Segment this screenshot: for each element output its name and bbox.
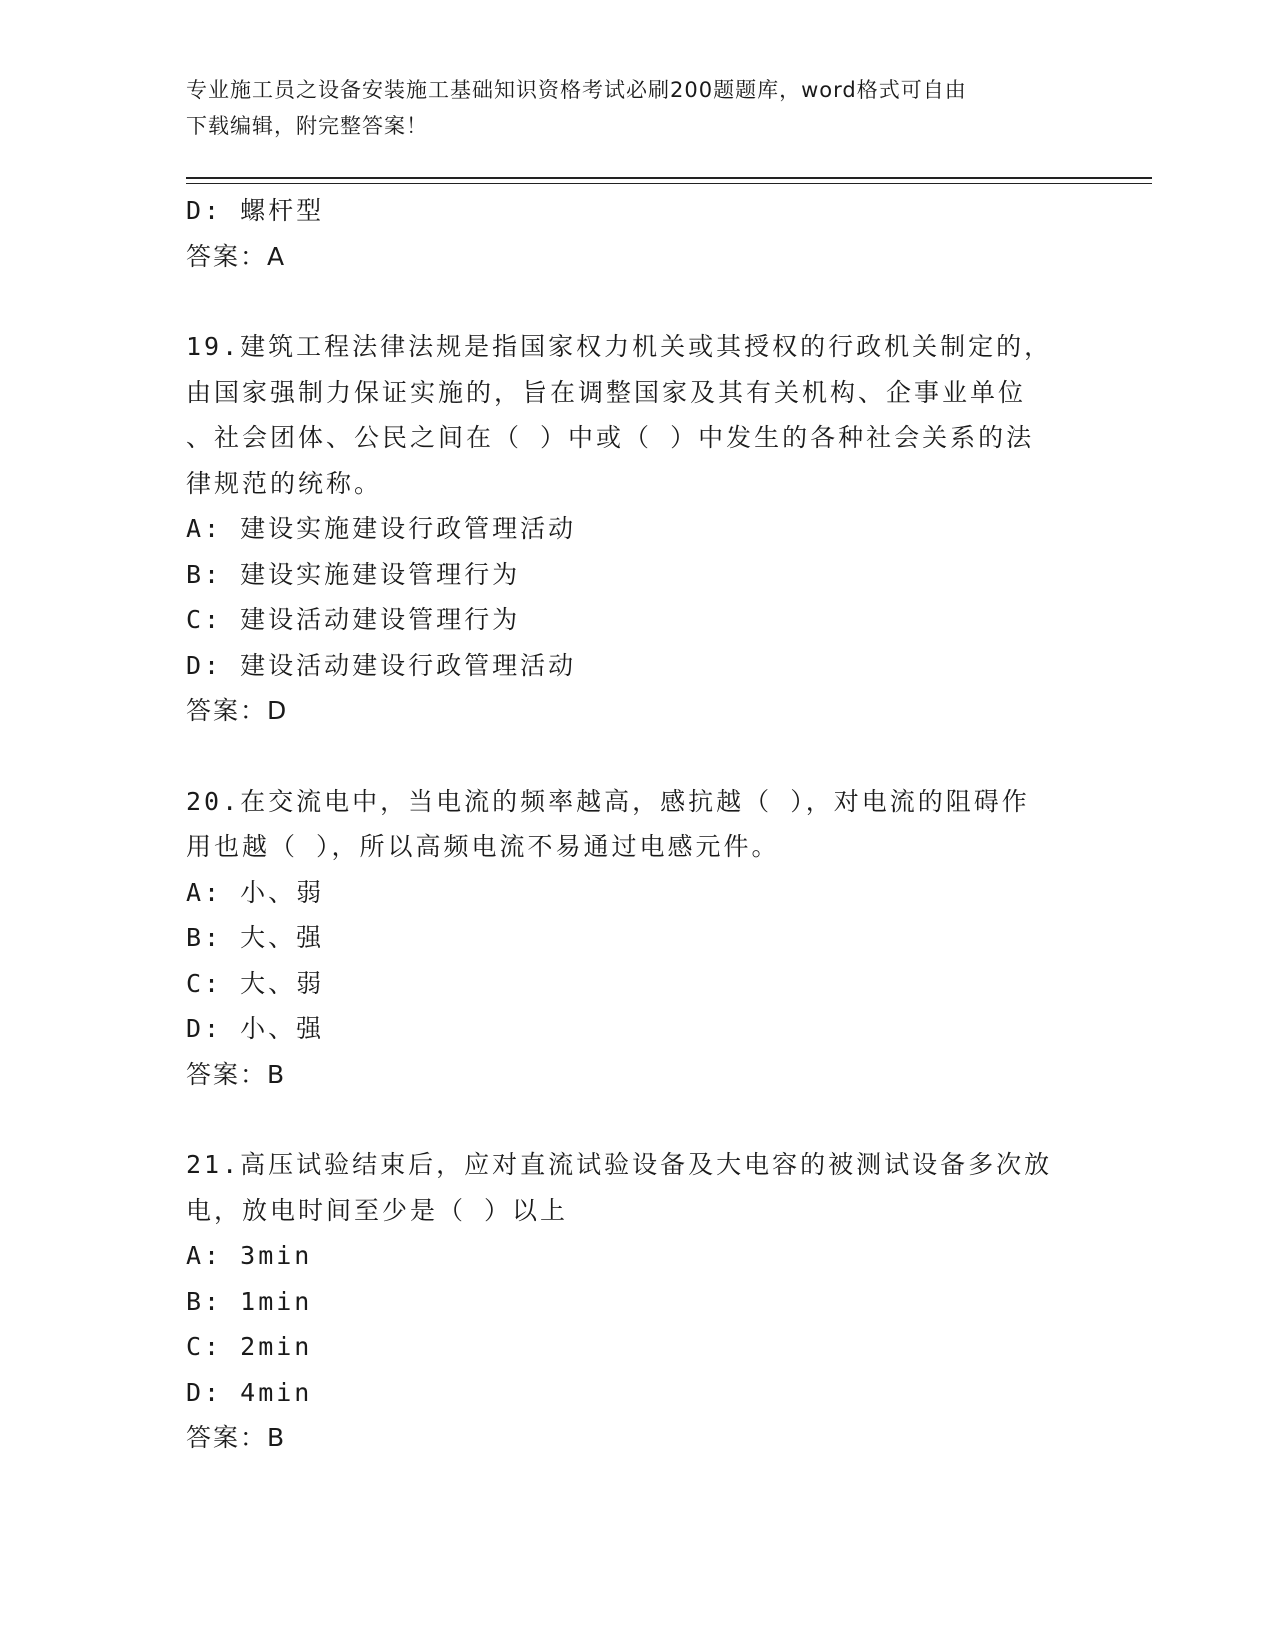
option-a: A: 建设实施建设行政管理活动 — [186, 514, 577, 543]
option-c: C: 2min — [186, 1332, 313, 1361]
question-content — [186, 188, 1086, 1461]
answer-line: 答案：B — [186, 1059, 287, 1089]
question-19 — [186, 324, 1086, 734]
header-line-1: 专业施工员之设备安装施工基础知识资格考试必刷200题题库，word格式可自由 — [186, 78, 967, 102]
previous-question-tail — [186, 188, 1086, 279]
question-text-line: 19.建筑工程法律法规是指国家权力机关或其授权的行政机关制定的， — [186, 332, 1053, 361]
question-21 — [186, 1142, 1086, 1461]
answer-line: 答案：A — [186, 241, 287, 271]
page-header — [186, 72, 1066, 144]
question-text-line: 21.高压试验结束后，应对直流试验设备及大电容的被测试设备多次放 — [186, 1150, 1053, 1179]
question-text-line: 用也越（ ），所以高频电流不易通过电感元件。 — [186, 832, 780, 861]
header-rule-thin — [186, 183, 1152, 184]
option-b: B: 1min — [186, 1286, 313, 1316]
option-c: C: 建设活动建设管理行为 — [186, 605, 521, 634]
option-d: D: 4min — [186, 1377, 313, 1407]
question-text-line: 律规范的统称。 — [186, 468, 383, 498]
question-text-line: 电，放电时间至少是（ ）以上 — [186, 1195, 569, 1225]
header-line-2: 下载编辑，附完整答案！ — [186, 114, 428, 138]
option-a: A: 小、弱 — [186, 877, 325, 907]
option-c: C: 大、弱 — [186, 968, 325, 998]
option-b: B: 建设实施建设管理行为 — [186, 559, 521, 589]
question-text-line: 由国家强制力保证实施的，旨在调整国家及其有关机构、企事业单位 — [186, 377, 1027, 407]
answer-line: 答案：B — [186, 1423, 287, 1452]
question-text-line: 、社会团体、公民之间在（ ）中或（ ）中发生的各种社会关系的法 — [186, 423, 1035, 452]
option-b: B: 大、强 — [186, 923, 325, 952]
question-20 — [186, 779, 1086, 1098]
answer-line: 答案：D — [186, 696, 289, 725]
option-a: A: 3min — [186, 1241, 313, 1270]
header-rule-thick — [186, 177, 1152, 179]
option-d: D: 螺杆型 — [186, 196, 325, 225]
option-d: D: 小、强 — [186, 1014, 325, 1043]
option-d: D: 建设活动建设行政管理活动 — [186, 650, 577, 680]
question-text-line: 20.在交流电中，当电流的频率越高，感抗越（ ），对电流的阻碍作 — [186, 786, 1030, 816]
